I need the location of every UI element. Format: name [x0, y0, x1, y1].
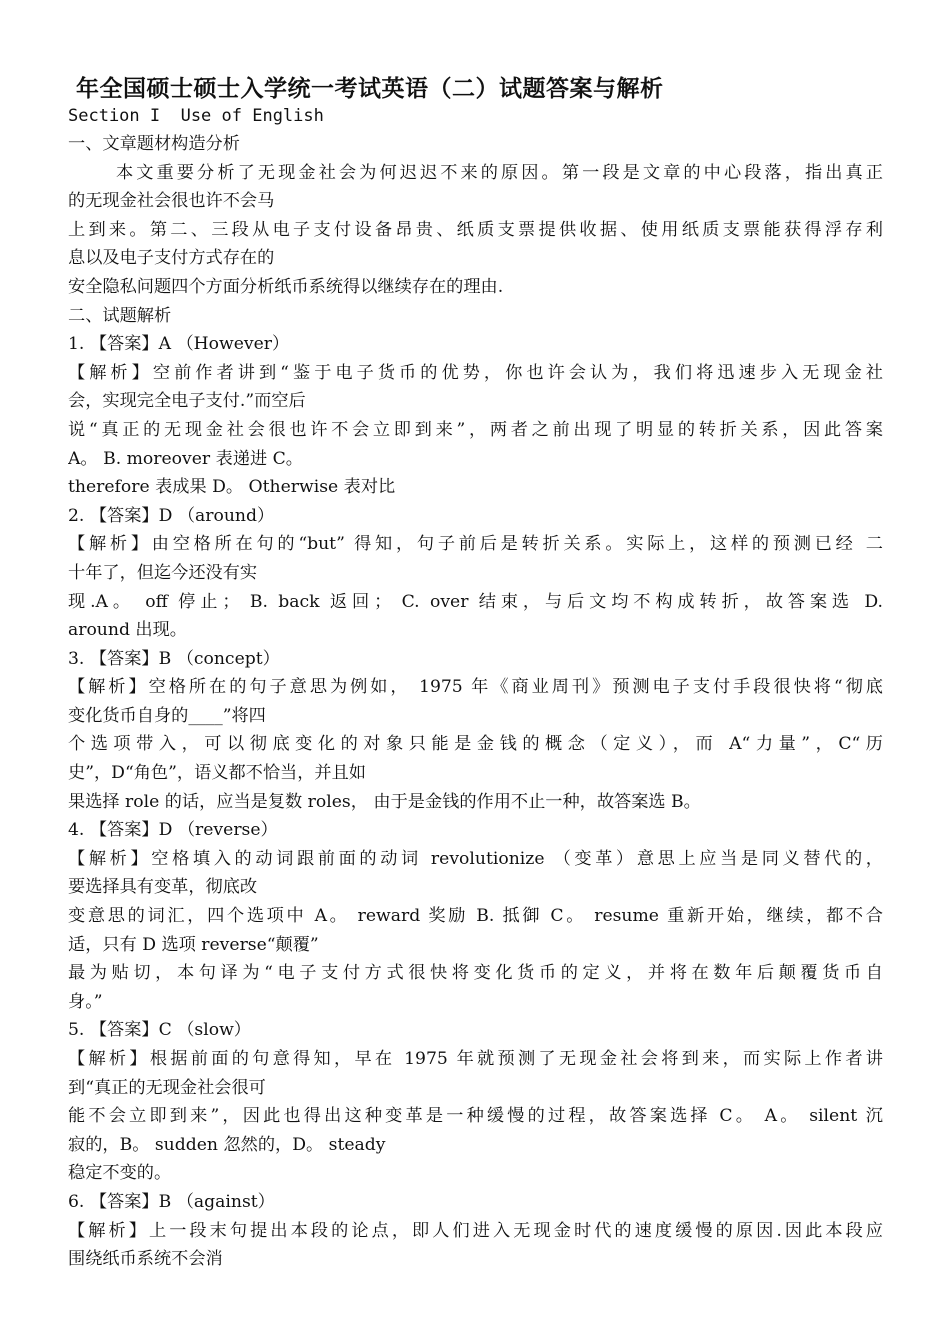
explanation-line: 到“真正的无现金社会很可: [68, 1077, 266, 1098]
explanation-line: 说“真正的无现金社会很也许不会立即到来”，两者之前出现了明显的转折关系，因此答案: [68, 419, 883, 440]
explanation-line: 寂的，B。 sudden 忽然的，D。 steady: [68, 1134, 386, 1155]
heading-question-analysis: 二、试题解析: [68, 305, 172, 326]
paragraph-line: 的无现金社会很也许不会马: [68, 191, 275, 212]
explanation-line: 最为贴切，本句译为“电子支付方式很快将变化货币的定义，并将在数年后颠覆货币自: [68, 963, 883, 984]
explanation-line: 【解析】由空格所在句的“but” 得知，句子前后是转折关系。实际上，这样的预测已经 二: [68, 534, 883, 555]
answer-line-6: 6. 【答案】B （against）: [68, 1191, 275, 1212]
section-heading: Section I Use of English: [68, 106, 324, 126]
explanation-line: 围绕纸币系统不会消: [68, 1249, 223, 1270]
explanation-line: 个选项带入，可以彻底变化的对象只能是金钱的概念（定义），而 A“力量”，C“历: [68, 734, 883, 755]
document-title: 年全国硕士硕士入学统一考试英语（二）试题答案与解析: [76, 75, 664, 102]
explanation-line: 能不会立即到来”，因此也得出这种变革是一种缓慢的过程，故答案选择 C。 A。 silent 沉: [68, 1106, 883, 1127]
paragraph-line: 上到来。第二、三段从电子支付设备昂贵、纸质支票提供收据、使用纸质支票能获得浮存利: [68, 219, 883, 240]
answer-line-2: 2. 【答案】D （around）: [68, 505, 275, 526]
explanation-line: 【解析】根据前面的句意得知，早在 1975 年就预测了无现金社会将到来，而实际上作者讲: [68, 1049, 883, 1069]
explanation-line: 适，只有 D 选项 reverse“颠覆”: [68, 934, 319, 955]
paragraph-line: 本文重要分析了无现金社会为何迟迟不来的原因。第一段是文章的中心段落，指出真正: [116, 162, 883, 183]
explanation-line: 果选择 role 的话，应当是复数 roles， 由于是金钱的作用不止一种，故答案选 B。: [68, 791, 701, 812]
answer-line-5: 5. 【答案】C （slow）: [68, 1020, 251, 1041]
explanation-line: 变化货币自身的____”将四: [68, 705, 266, 726]
answer-line-3: 3. 【答案】B （concept）: [68, 648, 280, 669]
explanation-line: 身。”: [68, 991, 103, 1012]
explanation-line: 史”，D“角色”，语义都不恰当，并且如: [68, 763, 366, 784]
explanation-line: 稳定不变的。: [68, 1163, 172, 1184]
explanation-line: 【解析】空格填入的动词跟前面的动词 revolutionize （变革）意思上应当是同义替代的，: [68, 848, 883, 869]
paragraph-line: 息以及电子支付方式存在的: [68, 248, 275, 269]
answer-line-4: 4. 【答案】D （reverse）: [68, 820, 278, 841]
document-body: [68, 130, 883, 1274]
explanation-line: 【解析】上一段末句提出本段的论点，即人们进入无现金时代的速度缓慢的原因.因此本段应: [68, 1220, 883, 1241]
paragraph-line: 安全隐私问题四个方面分析纸币系统得以继续存在的理由.: [68, 276, 504, 297]
explanation-line: 【解析】空前作者讲到“鉴于电子货币的优势，你也许会认为，我们将迅速步入无现金社: [68, 362, 883, 383]
explanation-line: 会，实现完全电子支付.”而空后: [68, 391, 306, 412]
explanation-line: around 出现。: [68, 620, 187, 641]
heading-structure-analysis: 一、文章题材构造分析: [68, 134, 240, 154]
explanation-line: A。 B. moreover 表递进 C。: [68, 448, 303, 469]
explanation-line: 要选择具有变革，彻底改: [68, 877, 258, 898]
explanation-line: 十年了，但迄今还没有实: [68, 562, 258, 583]
explanation-line: therefore 表成果 D。 Otherwise 表对比: [68, 477, 396, 498]
explanation-line: 变意思的词汇，四个选项中 A。 reward 奖励 B. 抵御 C。 resume 重新开始，继续，都不合: [68, 906, 883, 927]
answer-line-1: 1. 【答案】A （However）: [68, 334, 290, 355]
explanation-line: 【解析】空格所在的句子意思为例如， 1975 年《商业周刊》预测电子支付手段很快将“彻底: [68, 677, 883, 698]
explanation-line: 现.A。 off 停止； B. back 返回； C. over 结束，与后文均不构成转折，故答案选 D.: [68, 591, 883, 612]
